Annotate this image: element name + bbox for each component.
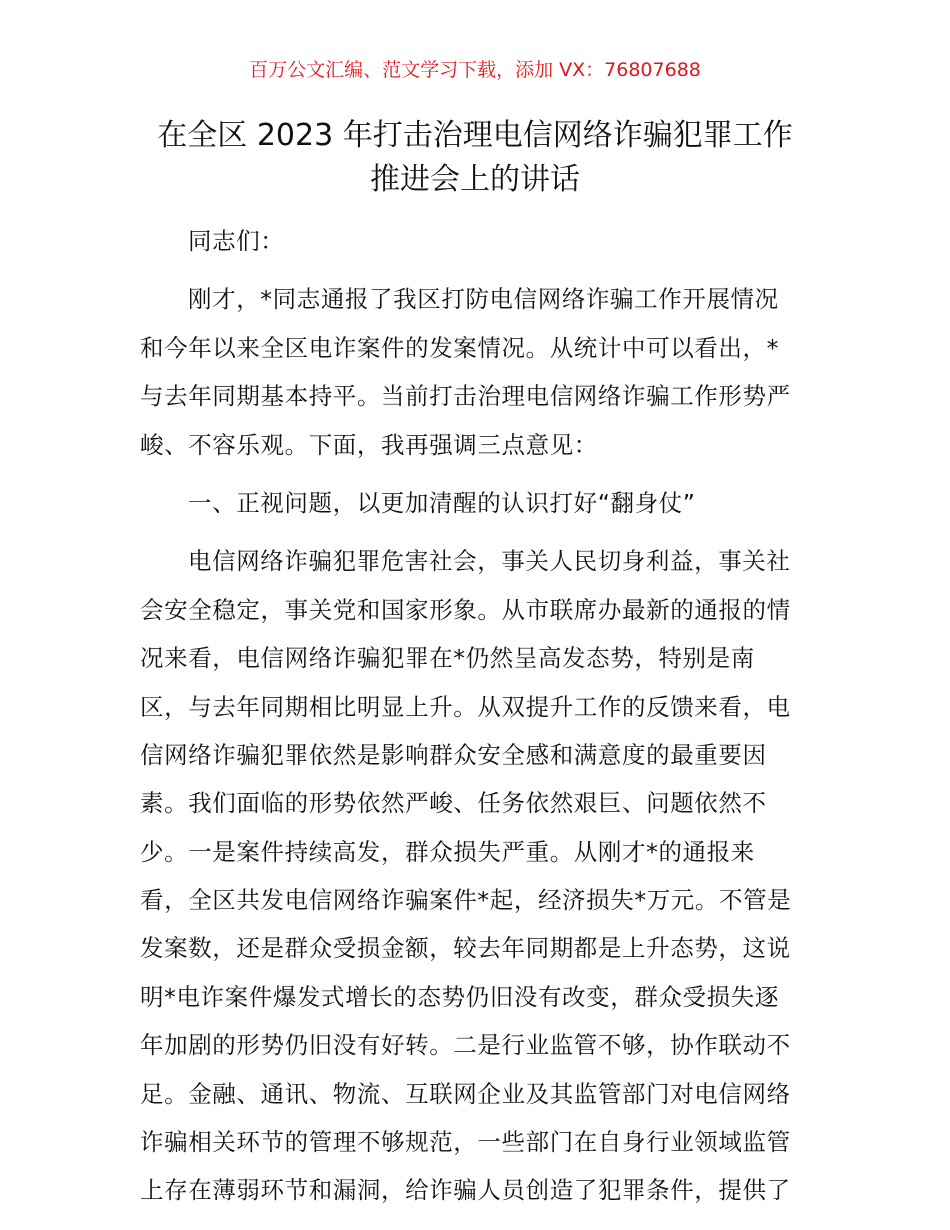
paragraph-line: 峻、不容乐观。下面，我再强调三点意见： <box>140 430 598 459</box>
paragraph-line: 发案数，还是群众受损金额，较去年同期都是上升态势，这说 <box>140 934 791 963</box>
document-title <box>0 114 950 202</box>
paragraph-line: 电信网络诈骗犯罪危害社会，事关人民切身利益，事关社 <box>188 547 791 576</box>
paragraph-line: 信网络诈骗犯罪依然是影响群众安全感和满意度的最重要因 <box>140 740 767 769</box>
paragraph-line: 足。金融、通讯、物流、互联网企业及其监管部门对电信网络 <box>140 1079 791 1108</box>
paragraph-line: 会安全稳定，事关党和国家形象。从市联席办最新的通报的情 <box>140 595 791 624</box>
salutation: 同志们： <box>188 227 285 255</box>
paragraph-line: 刚才，*同志通报了我区打防电信网络诈骗工作开展情况 <box>188 285 779 314</box>
paragraph-line: 诈骗相关环节的管理不够规范，一些部门在自身行业领域监管 <box>140 1128 791 1157</box>
paragraph-line: 年加剧的形势仍旧没有好转。二是行业监管不够，协作联动不 <box>140 1031 791 1060</box>
paragraph-line: 看，全区共发电信网络诈骗案件*起，经济损失*万元。不管是 <box>140 886 792 915</box>
paragraph-line: 上存在薄弱环节和漏洞，给诈骗人员创造了犯罪条件，提供了 <box>140 1176 791 1205</box>
paragraph-line: 区，与去年同期相比明显上升。从双提升工作的反馈来看，电 <box>140 692 791 721</box>
paragraph-line: 和今年以来全区电诈案件的发案情况。从统计中可以看出，* <box>140 333 779 362</box>
title-line-2: 推进会上的讲话 <box>370 162 580 197</box>
paragraph-line: 素。我们面临的形势依然严峻、任务依然艰巨、问题依然不 <box>140 789 767 818</box>
paragraph-line: 况来看，电信网络诈骗犯罪在*仍然呈高发态势，特别是南 <box>140 644 755 673</box>
section-heading-1: 一、正视问题，以更加清醒的认识打好“翻身仗” <box>188 488 696 517</box>
paragraph-line: 少。一是案件持续高发，群众损失严重。从刚才*的通报来 <box>140 837 755 866</box>
document-body <box>140 217 820 1215</box>
title-line-1: 在全区 2023 年打击治理电信网络诈骗犯罪工作 <box>157 118 793 153</box>
watermark-header-note: 百万公文汇编、范文学习下载，添加 VX：76807688 <box>249 59 701 81</box>
paragraph-line: 与去年同期基本持平。当前打击治理电信网络诈骗工作形势严 <box>140 382 791 411</box>
paragraph-line: 明*电诈案件爆发式增长的态势仍旧没有改变，群众受损失逐 <box>140 982 779 1011</box>
